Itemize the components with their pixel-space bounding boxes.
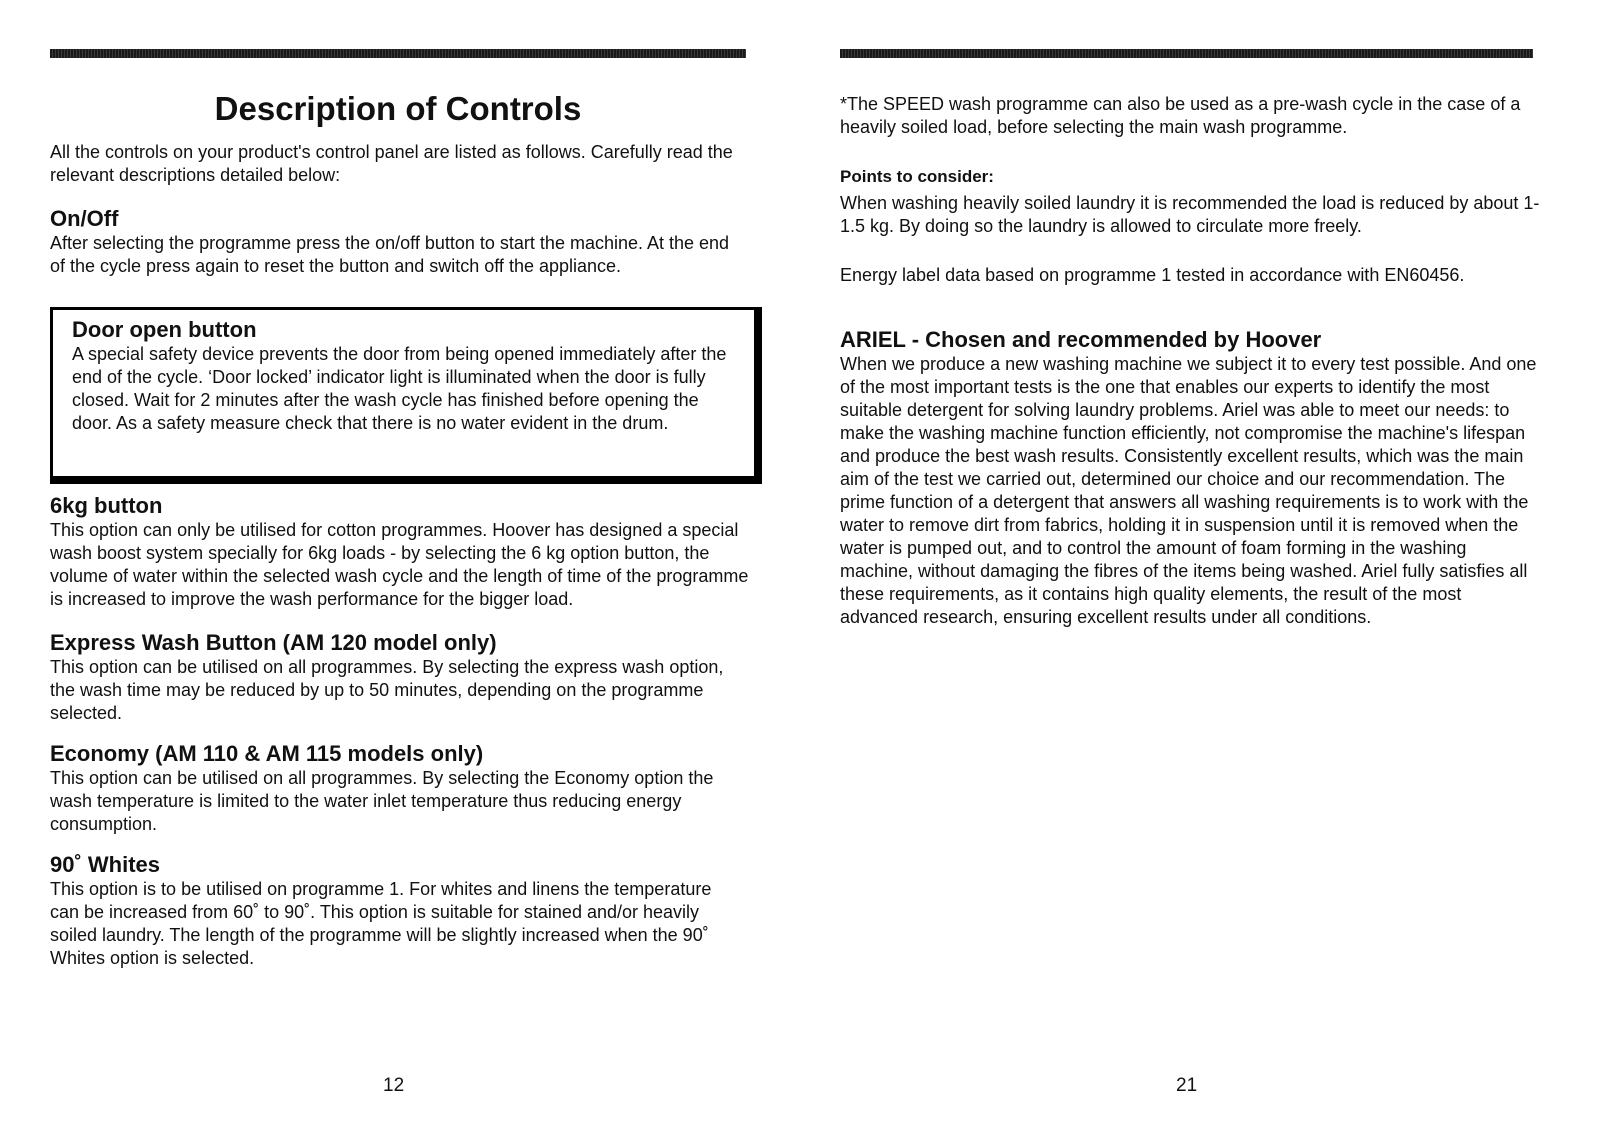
economy-section (50, 741, 740, 836)
express-section (50, 630, 730, 725)
points-text: When washing heavily soiled laundry it is recommended the load is reduced by about 1-1.5 kg. By doing so the laundry is allowed to circulate more freely. (840, 193, 1540, 236)
page-title: Description of Controls (214, 90, 582, 127)
ariel-text: When we produce a new washing machine we subject it to every test possible. And one of the most important tests is the one that enables our experts to identify the most suitable detergent for solving laundry problems. Ariel was able to meet our needs: to make the washing machine function efficiently, not compromise the machine's lifespan and produce the best wash results. Consistently excellent results, which was the main aim of the test we carried out, determined our choice and our recommendation. The prime function of a detergent that answers all washing requirements is to work with the water to remove dirt from fabrics, holding it in suspension until it is removed when the water is pumped out, and to control the amount of foam forming in the washing machine, without damaging the fibres of the items being washed. Ariel fully satisfies all these requirements, as it contains high quality elements, the result of the most advanced research, ensuring excellent results under all conditions. (840, 354, 1537, 627)
door-text: A special safety device prevents the door from being opened immediately after the end of the cycle. ‘Door locked’ indicator light is illuminated when the door is fully closed. Wait for 2 minutes after the wash cycle has finished before opening the door. As a safety measure check that there is no water evident in the drum. (72, 344, 727, 433)
whites-heading: 90˚ Whites (50, 852, 161, 877)
sixkg-heading: 6kg button (50, 493, 163, 518)
sixkg-section (50, 493, 750, 611)
onoff-section (50, 206, 740, 278)
door-open-box (50, 307, 762, 484)
speed-note-text: *The SPEED wash programme can also be used as a pre-wash cycle in the case of a heavily soiled load, before selecting the main wash programme. (840, 94, 1521, 137)
express-text: This option can be utilised on all programmes. By selecting the express wash option, the wash time may be reduced by up to 50 minutes, depending on the programme selected. (50, 657, 724, 723)
whites-text: This option is to be utilised on programme 1. For whites and linens the temperature can be increased from 60˚ to 90˚. This option is suitable for stained and/or heavily soiled laundry. The length of the programme will be slightly increased when the 90˚ Whites option is selected. (50, 879, 712, 968)
intro-section (50, 141, 740, 187)
intro-text: All the controls on your product's control panel are listed as follows. Carefully read the relevant descriptions detailed below: (50, 142, 733, 185)
page-number-left: 12 (383, 1075, 405, 1096)
express-heading: Express Wash Button (AM 120 model only) (50, 630, 497, 655)
whites-section (50, 852, 740, 970)
energy-section (840, 264, 1540, 287)
points-section (840, 166, 1540, 238)
sixkg-text: This option can only be utilised for cotton programmes. Hoover has designed a special wash boost system specially for 6kg loads - by selecting the 6 kg option button, the volume of water within the selected wash cycle and the length of time of the programme is increased to improve the wash performance for the bigger load. (50, 520, 749, 609)
page-number-right: 21 (1176, 1075, 1198, 1096)
economy-heading: Economy (AM 110 & AM 115 models only) (50, 741, 484, 766)
onoff-text: After selecting the programme press the on/off button to start the machine. At the end of the cycle press again to reset the button and switch off the appliance. (50, 233, 730, 276)
door-heading: Door open button (72, 317, 257, 342)
ariel-heading: ARIEL - Chosen and recommended by Hoover (840, 327, 1322, 352)
header-rule-left (50, 49, 746, 58)
energy-text: Energy label data based on programme 1 tested in accordance with EN60456. (840, 265, 1465, 285)
header-rule-right (840, 49, 1533, 58)
ariel-section (840, 327, 1540, 629)
points-heading: Points to consider: (840, 167, 994, 186)
onoff-heading: On/Off (50, 206, 119, 231)
economy-text: This option can be utilised on all programmes. By selecting the Economy option the wash temperature is limited to the water inlet temperature thus reducing energy consumption. (50, 768, 714, 834)
speed-note-section (840, 93, 1540, 139)
